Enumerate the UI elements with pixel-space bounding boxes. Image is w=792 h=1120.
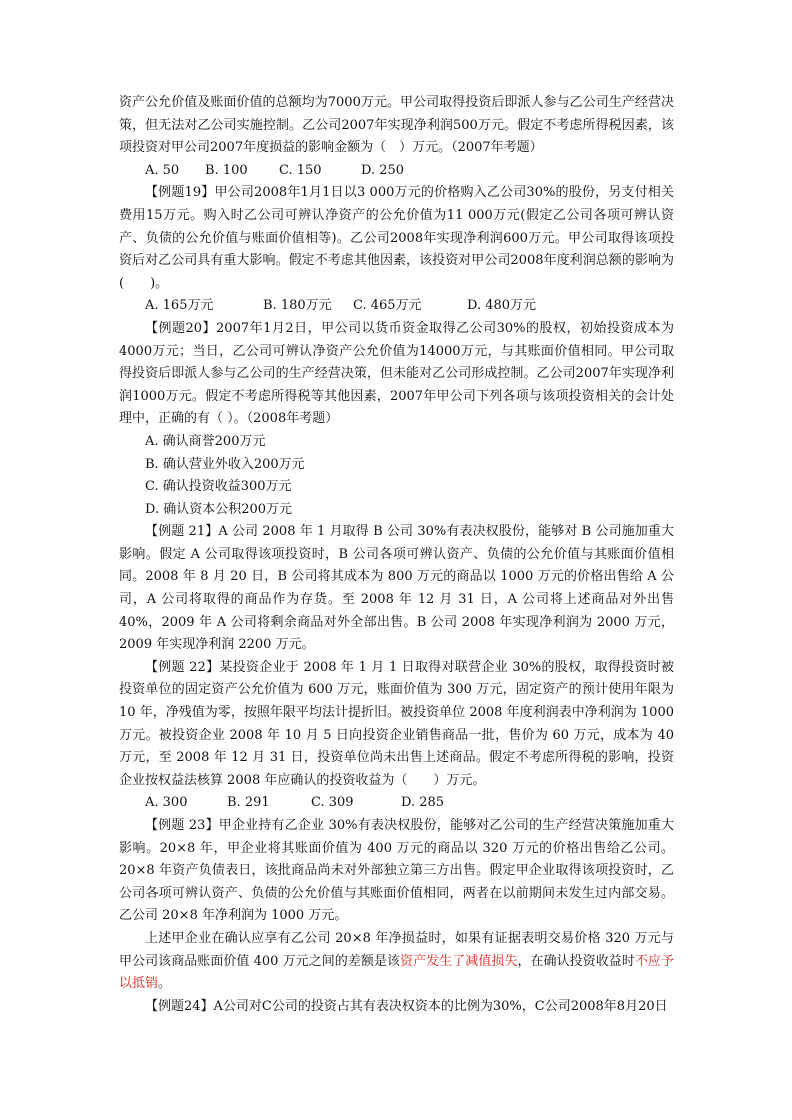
option: B. 确认营业外收入200万元: [145, 456, 305, 472]
question-20-options: [119, 431, 674, 521]
question-label: 【例题 22】: [145, 659, 220, 675]
question-label: 【例题 21】: [145, 524, 219, 540]
option: A. 确认商誉200万元: [145, 433, 266, 449]
question-19-options: [119, 295, 674, 318]
question-text: A 公司 2008 年 1 月取得 B 公司 30%有表决权股份，能够对 B 公司施加重大影响。假定 A 公司取得该项投资时，B 公司各项可辨认资产、负债的公允价值与其账面价值相同。2008 年 8 月 20 日，B 公司将其成本为 800 万元的商品以 1000 万元的价格出售给 A 公司，A 公司将取得的商品作为存货。至 2008 年 12 月 31 日，A 公司将上述商品对外出售 40%，2009 年 A 公司将剩余商品对外全部出售。B 公司 2008 年实现净利润为 2000 万元，2009 年实现净利润 2200 万元。: [119, 524, 674, 653]
option: C. 465万元: [353, 298, 422, 314]
intro-options: [119, 160, 674, 183]
option: D. 285: [401, 795, 445, 811]
option: B. 180万元: [263, 298, 332, 314]
option: A. 165万元: [145, 298, 214, 314]
question-22: [119, 657, 674, 793]
option: B. 291: [227, 795, 270, 811]
option: A. 50: [145, 162, 180, 178]
question-22-options: [119, 792, 674, 815]
question-text: 甲公司2008年1月1日以3 000万元的价格购入乙公司30%的股份，另支付相关费用15万元。购入时乙公司可辨认净资产的公允价值为11 000万元(假定乙公司各项可辨认资产、负债的公允价值与账面价值相等)。乙公司2008年实现净利润600万元。甲公司取得该项投资后对乙公司具有重大影响。假定不考虑其他因素，该投资对甲公司2008年度利润总额的影响为( )。: [119, 185, 674, 291]
question-label: 【例题 23】: [145, 818, 219, 833]
option: A. 300: [145, 795, 188, 811]
followup-text: 。: [158, 976, 172, 992]
question-label: 【例题24】: [145, 998, 214, 1014]
question-21: [119, 521, 674, 657]
option: B. 100: [205, 162, 248, 178]
question-24: [119, 996, 674, 1019]
followup-text: 上述甲企业在确认应享有乙公司 20×8 年净损益时，如果有证据表明交易价格 320 万元与甲公司该商品账面价值 400 万元之间的差额是该: [119, 930, 674, 969]
question-23: [119, 815, 674, 928]
question-label: 【例题19】: [145, 185, 215, 201]
option: D. 480万元: [467, 298, 537, 314]
followup-text: ，在确认投资收益时: [517, 953, 635, 969]
option: C. 309: [311, 795, 354, 811]
intro-paragraph: 资产公允价值及账面价值的总额均为7000万元。甲公司取得投资后即派人参与乙公司生产经营决策，但无法对乙公司实施控制。乙公司2007年实现净利润500万元。假定不考虑所得税因素，该项投资对甲公司2007年度损益的影响金额为（ ）万元。（2007年考题）: [119, 95, 674, 156]
document-page: [119, 92, 674, 1018]
option: D. 确认资本公积200万元: [145, 501, 293, 517]
option: C. 150: [279, 162, 322, 178]
question-text: 2007年1月2日，甲公司以货币资金取得乙公司30%的股权，初始投资成本为4000万元；当日，乙公司可辨认净资产公允价值为14000万元，与其账面价值相同。甲公司取得投资后即派人参与乙公司的生产经营决策，但未能对乙公司形成控制。乙公司2007年实现净利润1000万元。假定不考虑所得税等其他因素，2007年甲公司下列各项与该项投资相关的会计处理中，正确的有（ ）。（2008年考题）: [119, 320, 674, 427]
question-20: [119, 318, 674, 431]
highlight-impairment: 资产发生了减值损失: [400, 953, 518, 969]
question-text: 某投资企业于 2008 年 1 月 1 日取得对联营企业 30%的股权，取得投资时被投资单位的固定资产公允价值为 600 万元，账面价值为 300 万元，固定资产的预计使用年限为 10 年，净残值为零，按照年限平均法计提折旧。被投资单位 2008 年度利润表中净利润为 1000 万元。被投资企业 2008 年 10 月 5 日向投资企业销售商品一批，售价为 60 万元，成本为 40 万元，至 2008 年 12 月 31 日，投资单位尚未出售上述商品。假定不考虑所得税的影响，投资企业按权益法核算 2008 年应确认的投资收益为（ ）万元。: [119, 659, 674, 788]
question-23-followup: [119, 928, 674, 996]
question-label: 【例题20】: [145, 320, 217, 336]
option: D. 250: [361, 162, 405, 178]
question-19: [119, 182, 674, 295]
question-text: 甲企业持有乙企业 30%有表决权股份，能够对乙公司的生产经营决策施加重大影响。20×8 年，甲企业将其账面价值为 400 万元的商品以 320 万元的价格出售给乙公司。20×8 年资产负债表日，该批商品尚未对外部独立第三方出售。假定甲企业取得该项投资时，乙公司各项可辨认资产、负债的公允价值与其账面价值相同，两者在以前期间未发生过内部交易。乙公司 20×8 年净利润为 1000 万元。: [119, 818, 674, 924]
option: C. 确认投资收益300万元: [145, 479, 292, 495]
highlight-no-offset: 不应予以抵销: [119, 953, 674, 992]
question-text: A公司对C公司的投资占其有表决权资本的比例为30%，C公司2008年8月20日: [213, 998, 668, 1014]
